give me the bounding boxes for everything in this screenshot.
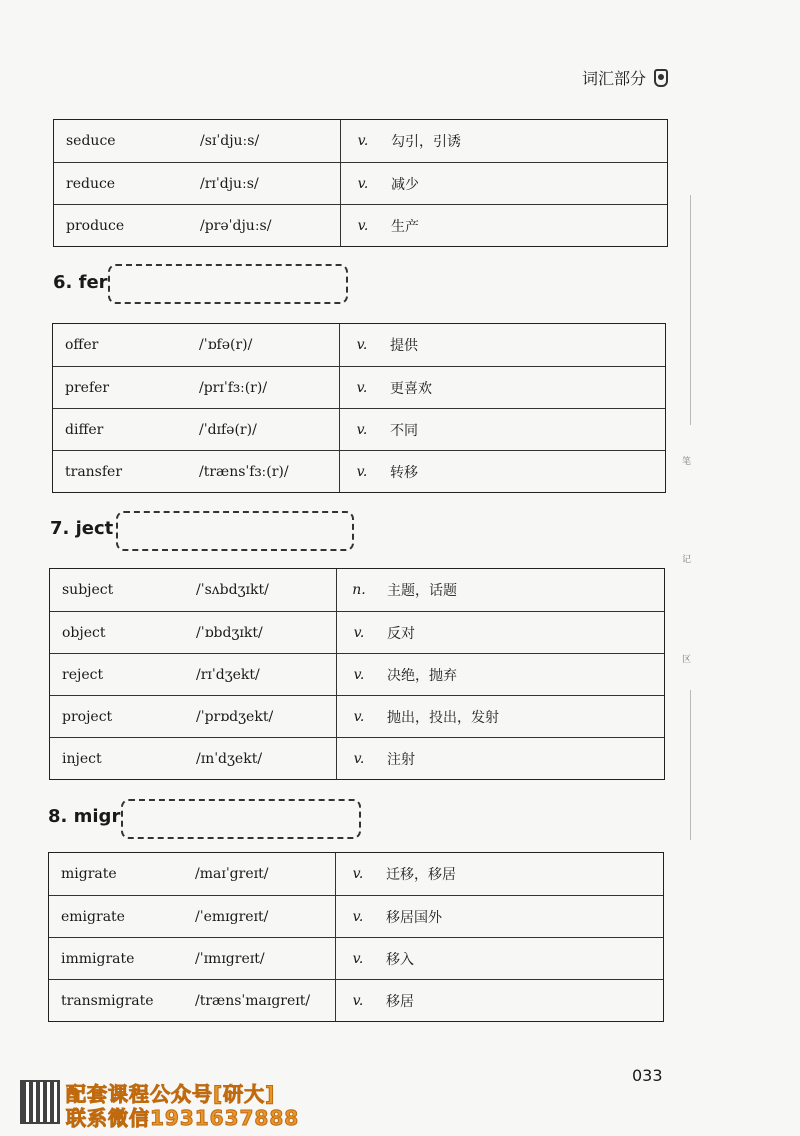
meaning: 决绝，抛弃 xyxy=(387,667,457,684)
word: emigrate xyxy=(61,908,125,925)
word: project xyxy=(62,708,113,725)
part-of-speech: v. xyxy=(357,175,369,192)
word: migrate xyxy=(61,866,117,882)
meaning: 迁移，移居 xyxy=(386,867,456,883)
word: reduce xyxy=(66,175,116,192)
phonetic: /ˈsʌbdʒɪkt/ xyxy=(196,582,269,598)
word: offer xyxy=(65,337,99,353)
phonetic: /prəˈdjuːs/ xyxy=(200,217,272,234)
promo-line-2: 联系微信1931637888 xyxy=(66,1106,300,1130)
page-header xyxy=(582,66,668,89)
vocab-table-duce xyxy=(53,119,668,247)
phonetic: /ˈdɪfə(r)/ xyxy=(199,421,257,438)
part-of-speech: v. xyxy=(353,708,365,725)
table-row xyxy=(53,408,665,450)
book-icon xyxy=(654,69,668,87)
phonetic: /maɪˈgreɪt/ xyxy=(195,866,269,882)
notes-margin-char-3: 区 xyxy=(682,655,692,665)
table-row xyxy=(53,450,665,492)
word: differ xyxy=(65,421,104,438)
section-title-ject: 7. ject xyxy=(50,518,114,539)
phonetic: /ˈɒfə(r)/ xyxy=(199,337,253,353)
meaning: 注射 xyxy=(387,751,415,768)
part-of-speech: v. xyxy=(352,950,364,967)
word: subject xyxy=(62,582,114,598)
meaning: 生产 xyxy=(391,218,419,235)
word: reject xyxy=(62,666,104,683)
answer-box-migr[interactable] xyxy=(121,799,361,839)
phonetic: /rɪˈdʒekt/ xyxy=(196,666,260,683)
meaning: 移居 xyxy=(386,993,414,1010)
word: seduce xyxy=(66,133,116,149)
phonetic: /ˈemɪgreɪt/ xyxy=(195,908,269,925)
part-of-speech: v. xyxy=(356,379,368,396)
table-row xyxy=(50,569,664,611)
page-number: 033 xyxy=(632,1066,663,1085)
notes-margin-char-1: 笔 xyxy=(682,457,692,467)
phonetic: /trænsˈmaɪgreɪt/ xyxy=(195,992,311,1009)
table-row xyxy=(49,853,663,895)
meaning: 勾引，引诱 xyxy=(391,134,461,150)
answer-box-ject[interactable] xyxy=(116,511,354,551)
meaning: 移入 xyxy=(386,951,414,968)
table-row xyxy=(49,937,663,979)
part-of-speech: v. xyxy=(356,421,368,438)
meaning: 不同 xyxy=(390,422,418,439)
notes-margin-line-top xyxy=(690,195,691,425)
part-of-speech: n. xyxy=(352,582,366,598)
notes-margin-char-2: 记 xyxy=(682,555,692,565)
meaning: 提供 xyxy=(390,338,418,354)
answer-box-fer[interactable] xyxy=(108,264,348,304)
table-row xyxy=(50,653,664,695)
part-of-speech: v. xyxy=(352,992,364,1009)
phonetic: /prɪˈfɜː(r)/ xyxy=(199,379,268,396)
phonetic: /ˈɒbdʒɪkt/ xyxy=(196,624,263,641)
phonetic: /trænsˈfɜː(r)/ xyxy=(199,463,289,480)
notes-margin-line-bottom xyxy=(690,690,691,840)
meaning: 移居国外 xyxy=(386,909,442,926)
meaning: 反对 xyxy=(387,625,415,642)
word: produce xyxy=(66,217,125,234)
phonetic: /sɪˈdjuːs/ xyxy=(200,133,260,149)
word: object xyxy=(62,624,106,641)
part-of-speech: v. xyxy=(352,866,364,882)
vocab-table-migr xyxy=(48,852,664,1022)
word: transfer xyxy=(65,463,123,480)
part-of-speech: v. xyxy=(353,666,365,683)
meaning: 转移 xyxy=(390,464,418,481)
meaning: 更喜欢 xyxy=(390,380,432,397)
vocab-table-ject xyxy=(49,568,665,780)
section-header-title: 词汇部分 xyxy=(581,69,646,88)
section-title-fer: 6. fer xyxy=(53,272,108,293)
part-of-speech: v. xyxy=(356,337,368,353)
word: inject xyxy=(62,750,102,767)
table-row xyxy=(49,979,663,1021)
meaning: 主题，话题 xyxy=(387,583,457,599)
phonetic: /ˈɪmɪgreɪt/ xyxy=(195,950,265,967)
promo-line-1: 配套课程公众号[研大] xyxy=(66,1082,276,1106)
section-title-migr: 8. migr xyxy=(48,806,121,827)
table-row xyxy=(50,737,664,779)
part-of-speech: v. xyxy=(353,624,365,641)
meaning: 减少 xyxy=(391,176,419,193)
word: transmigrate xyxy=(61,992,154,1009)
phonetic: /rɪˈdjuːs/ xyxy=(200,175,259,192)
word: prefer xyxy=(65,379,110,396)
table-row xyxy=(53,324,665,366)
part-of-speech: v. xyxy=(352,908,364,925)
phonetic: /ɪnˈdʒekt/ xyxy=(196,750,263,767)
table-row xyxy=(53,366,665,408)
table-row xyxy=(49,895,663,937)
part-of-speech: v. xyxy=(357,217,369,234)
table-row xyxy=(50,695,664,737)
part-of-speech: v. xyxy=(353,750,365,767)
qr-code-icon xyxy=(20,1080,60,1124)
part-of-speech: v. xyxy=(356,463,368,480)
meaning: 抛出，投出，发射 xyxy=(387,709,499,726)
part-of-speech: v. xyxy=(357,133,369,149)
word: immigrate xyxy=(61,950,135,967)
table-row xyxy=(54,120,667,162)
phonetic: /ˈprɒdʒekt/ xyxy=(196,708,274,725)
table-row xyxy=(54,204,667,246)
table-row xyxy=(54,162,667,204)
vocab-table-fer xyxy=(52,323,666,493)
table-row xyxy=(50,611,664,653)
